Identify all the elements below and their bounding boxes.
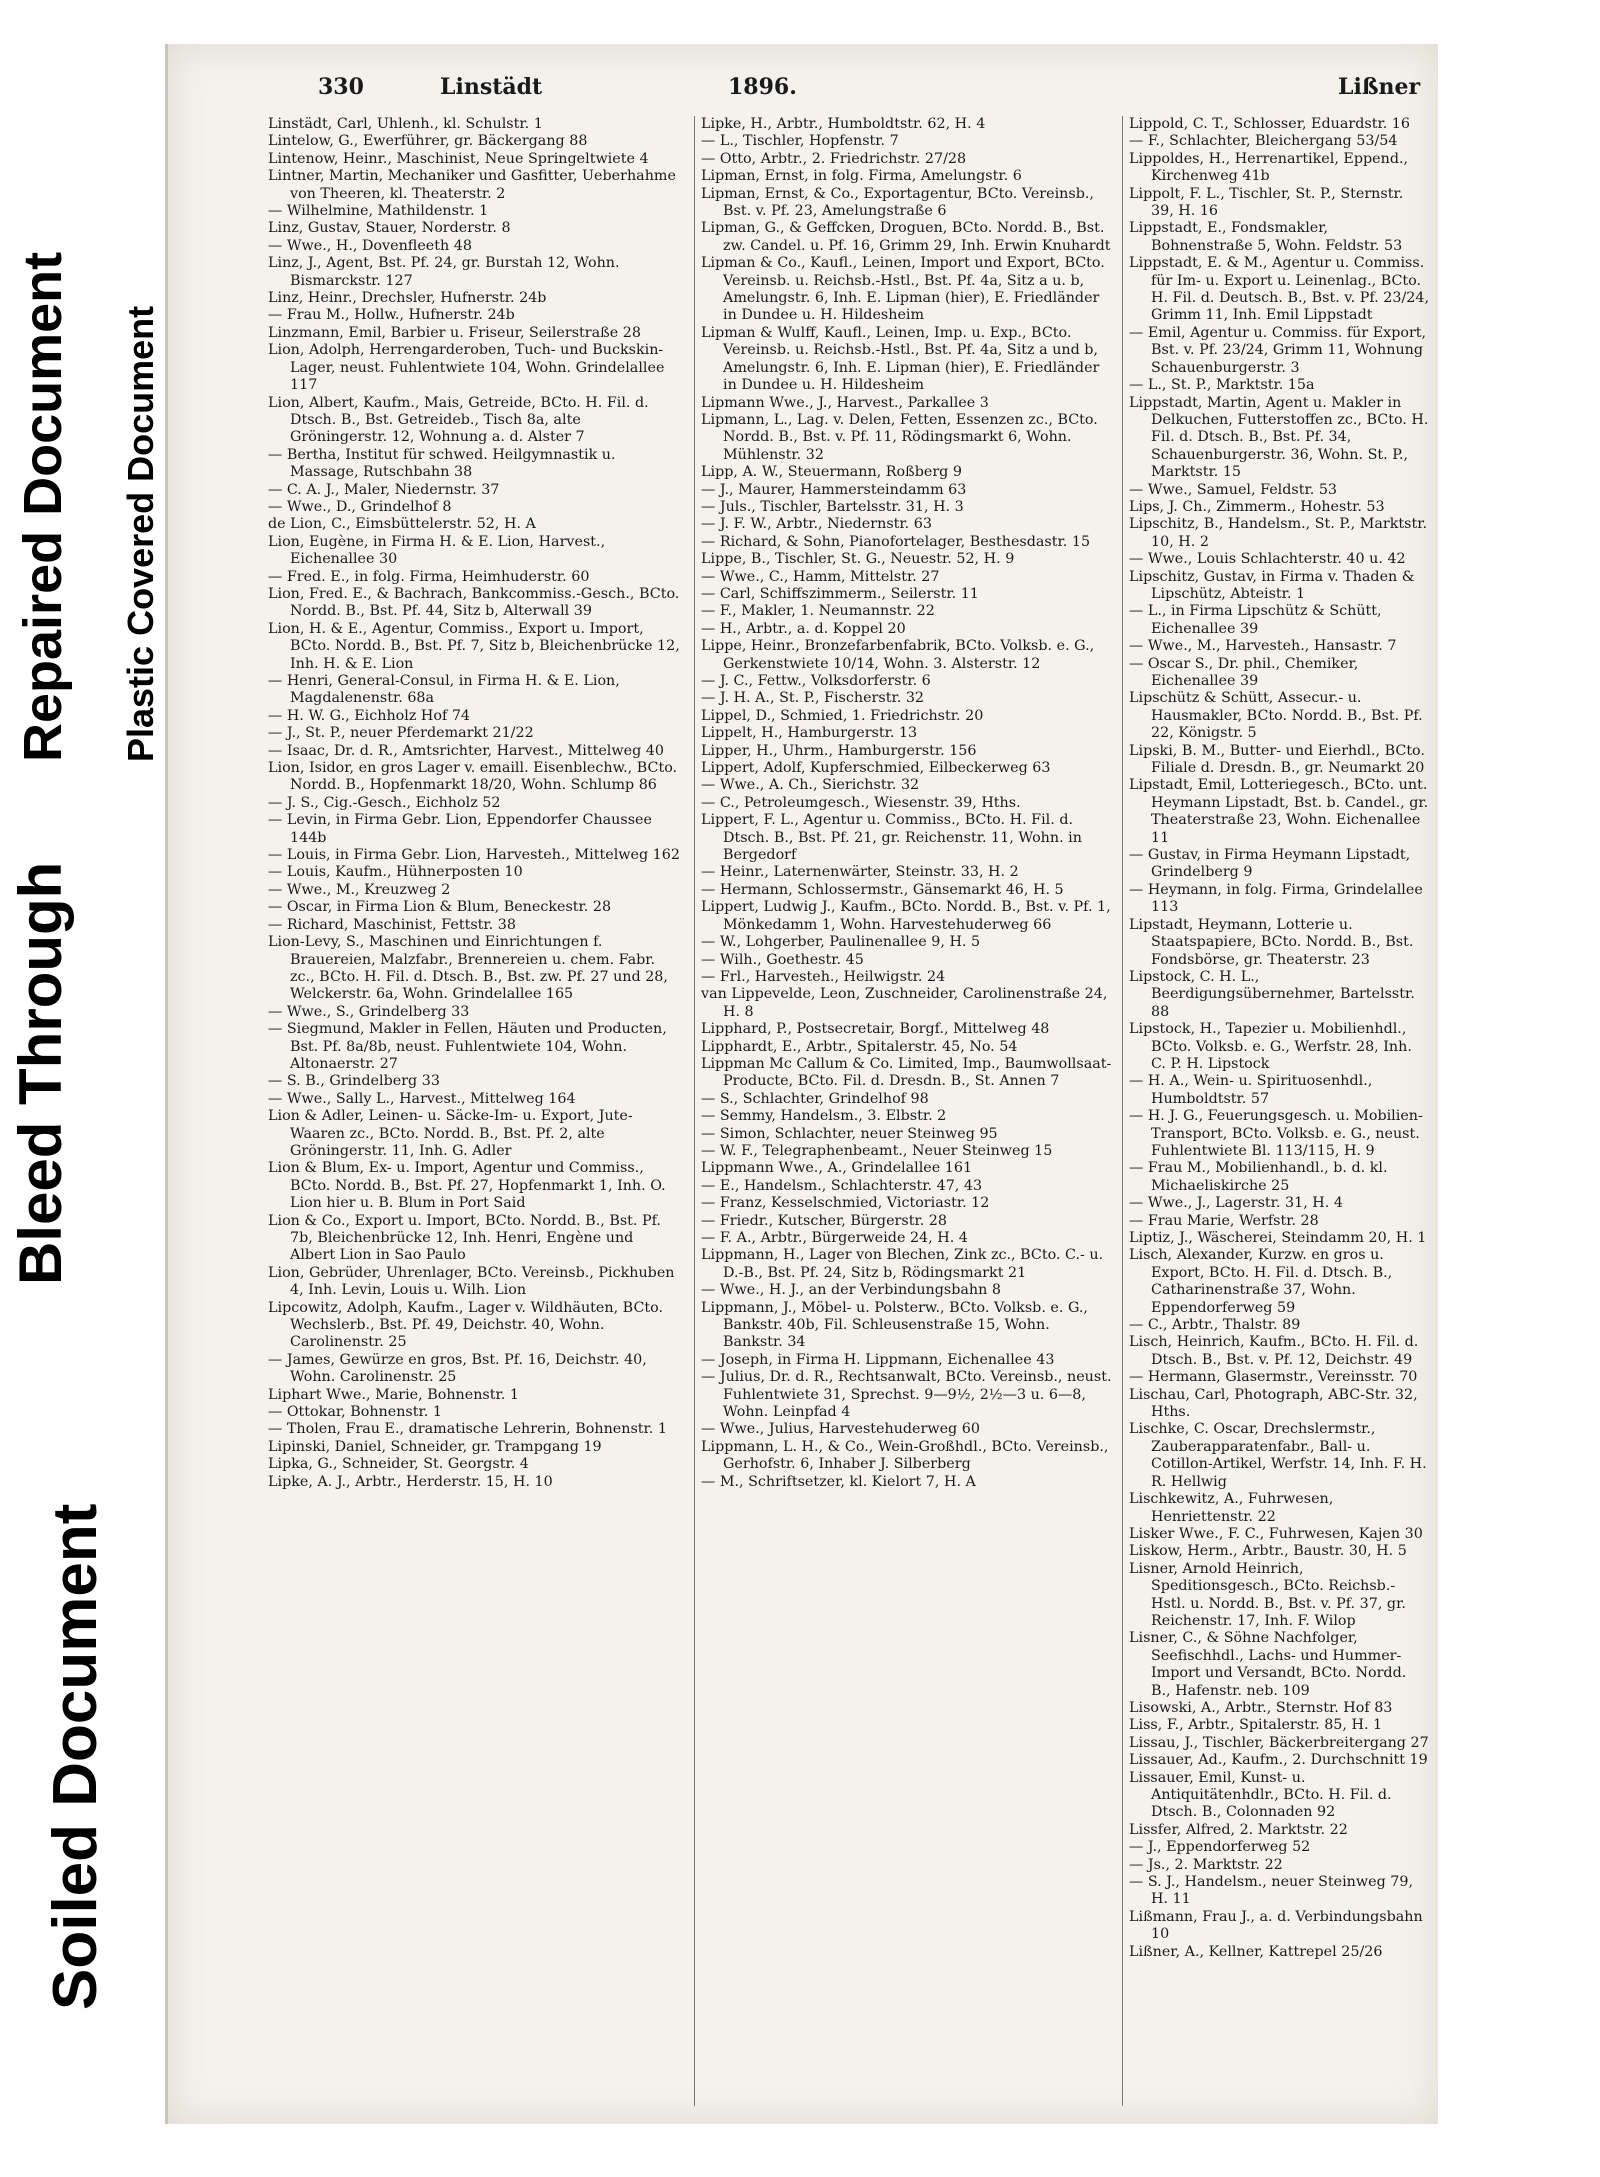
directory-entry: — Wwe., Samuel, Feldstr. 53 bbox=[1129, 481, 1338, 498]
directory-entry: — Julius, Dr. d. R., Rechtsanwalt, BCto. Vereinsb., neust. Fuhlentwiete 31, Sprechst. 9—9½, 2½—3 u. 6—8, Wohn. Leinpfad 4 bbox=[701, 1369, 1112, 1421]
directory-entry: — Frau M., Mobilienhandl., b. d. kl. Michaeliskirche 25 bbox=[1129, 1160, 1388, 1194]
directory-entry: — C., Petroleumgesch., Wiesenstr. 39, Hths. bbox=[701, 794, 1021, 811]
directory-entry: — James, Gewürze en gros, Bst. Pf. 16, Deichstr. 40, Wohn. Carolinenstr. 25 bbox=[268, 1351, 647, 1386]
directory-entry: Lion, H. & E., Agentur, Commiss., Export u. Import, BCto. Nordd. B., Bst. Pf. 7, Sitz b, Bleichenbrücke 12, Inh. H. & E. Lion bbox=[268, 620, 680, 672]
directory-entry: — J. S., Cig.-Gesch., Eichholz 52 bbox=[268, 794, 501, 811]
directory-entry: Lischau, Carl, Photograph, ABC-Str. 32, Hths. bbox=[1129, 1386, 1418, 1421]
directory-entry: Lion, Albert, Kaufm., Mais, Getreide, BCto. H. Fil. d. Dtsch. B., Bst. Getreideb., Tisch 8a, alte Gröningerstr. 12, Wohnung a. d. Alster 7 bbox=[268, 394, 649, 446]
directory-entry: — Levin, in Firma Gebr. Lion, Eppendorfer Chaussee 144b bbox=[268, 812, 652, 846]
directory-entry: Lischkewitz, A., Fuhrwesen, Henriettenstr. 22 bbox=[1129, 1491, 1334, 1525]
directory-entry: Lisch, Alexander, Kurzw. en gros u. Export, BCto. H. Fil. d. Dtsch. B., Catharinenstraße 37, Wohn. Eppendorferweg 59 bbox=[1129, 1247, 1393, 1316]
directory-entry: Lippe, B., Tischler, St. G., Neuestr. 52, H. 9 bbox=[701, 551, 1015, 568]
label-plastic-covered-document: Plastic Covered Document bbox=[120, 305, 161, 762]
directory-entry: — H., Arbtr., a. d. Koppel 20 bbox=[701, 620, 906, 637]
directory-entry: Lisner, Arnold Heinrich, Speditionsgesch., BCto. Reichsb.-Hstl. u. Nordd. B., Bst. v. Pf. 37, gr. Reichenstr. 17, Inh. F. Wilop bbox=[1129, 1560, 1406, 1629]
label-soiled-document: Soiled Document bbox=[41, 1503, 110, 2010]
directory-entry: — S., Schlachter, Grindelhof 98 bbox=[701, 1090, 929, 1107]
directory-entry: — Wwe., D., Grindelhof 8 bbox=[268, 498, 452, 515]
directory-entry: — Frau Marie, Werfstr. 28 bbox=[1129, 1212, 1319, 1229]
directory-entry: — Wwe., C., Hamm, Mittelstr. 27 bbox=[701, 568, 940, 585]
directory-entry: Lipka, G., Schneider, St. Georgstr. 4 bbox=[268, 1456, 529, 1473]
page-number: 330 bbox=[318, 74, 364, 100]
side-label-strip bbox=[0, 0, 165, 2177]
directory-entry: — S. J., Handelsm., neuer Steinweg 79, H. 11 bbox=[1129, 1874, 1414, 1908]
directory-entry: Liskow, Herm., Arbtr., Baustr. 30, H. 5 bbox=[1129, 1543, 1407, 1560]
directory-entry: Lippmann, L. H., & Co., Wein-Großhdl., BCto. Vereinsb., Gerhofstr. 6, Inhaber J. Silberberg bbox=[701, 1438, 1109, 1473]
directory-entry: Lipman & Co., Kaufl., Leinen, Import und Export, BCto. Vereinsb. u. Reichsb.-Hstl., Bst. Pf. 4a, Sitz a u. b, Amelungstr. 6, Inh. E. Lipman (hier), E. Friedländer in Dundee u. H. Hildesheim bbox=[701, 255, 1105, 324]
directory-entry: de Lion, C., Eimsbüttelerstr. 52, H. A bbox=[268, 516, 536, 533]
directory-entry: — Otto, Arbtr., 2. Friedrichstr. 27/28 bbox=[701, 150, 967, 167]
directory-entry: — Franz, Kesselschmied, Victoriastr. 12 bbox=[701, 1195, 990, 1212]
directory-entry: — J., St. P., neuer Pferdemarkt 21/22 bbox=[268, 725, 534, 742]
directory-entry: Lipstadt, Emil, Lotteriegesch., BCto. unt. Heymann Lipstadt, Bst. b. Candel., gr. Theaterstraße 23, Wohn. Eichenallee 11 bbox=[1129, 777, 1429, 846]
directory-entry: Lipschitz, B., Handelsm., St. P., Marktstr. 10, H. 2 bbox=[1129, 516, 1428, 550]
directory-entry: — E., Handelsm., Schlachterstr. 47, 43 bbox=[701, 1177, 983, 1194]
directory-entry: — Simon, Schlachter, neuer Steinweg 95 bbox=[701, 1125, 998, 1142]
column-3 bbox=[1122, 116, 1429, 2106]
directory-entry: — Wwe., A. Ch., Sierichstr. 32 bbox=[701, 777, 920, 794]
directory-entry: — Louis, Kaufm., Hühnerposten 10 bbox=[268, 864, 523, 881]
directory-entry: Liptiz, J., Wäscherei, Steindamm 20, H. 1 bbox=[1129, 1230, 1427, 1246]
directory-entry: Lipphardt, E., Arbtr., Spitalerstr. 45, No. 54 bbox=[701, 1038, 1018, 1055]
directory-entry: — L., Tischler, Hopfenstr. 7 bbox=[701, 133, 899, 150]
directory-entry: Lion, Gebrüder, Uhrenlager, BCto. Vereinsb., Pickhuben 4, Inh. Levin, Louis u. Wilh. Lion bbox=[268, 1264, 675, 1299]
directory-entry: Lion & Co., Export u. Import, BCto. Nordd. B., Bst. Pf. 7b, Bleichenbrücke 12, Inh. Henri, Engène und Albert Lion in Sao Paulo bbox=[268, 1212, 661, 1264]
directory-entry: Lippman Mc Callum & Co. Limited, Imp., Baumwollsaat-Producte, BCto. Fil. d. Dresdn. B., St. Annen 7 bbox=[701, 1055, 1112, 1090]
directory-entry: Lipcowitz, Adolph, Kaufm., Lager v. Wildhäuten, BCto. Wechslerb., Bst. Pf. 49, Deichstr. 40, Wohn. Carolinenstr. 25 bbox=[268, 1299, 664, 1351]
directory-entry: Lipski, B. M., Butter- und Eierhdl., BCto. Filiale d. Dresdn. B., gr. Neumarkt 20 bbox=[1129, 742, 1425, 777]
directory-entry: — J. H. A., St. P., Fischerstr. 32 bbox=[701, 690, 925, 707]
directory-entry: — Richard, & Sohn, Pianofortelager, Besthesdastr. 15 bbox=[701, 533, 1091, 550]
scanned-page bbox=[165, 44, 1438, 2124]
directory-entry: Lisch, Heinrich, Kaufm., BCto. H. Fil. d. Dtsch. B., Bst. v. Pf. 12, Deichstr. 49 bbox=[1129, 1334, 1419, 1368]
directory-entry: Linz, J., Agent, Bst. Pf. 24, gr. Burstah 12, Wohn. Bismarckstr. 127 bbox=[268, 255, 620, 289]
directory-entry: Lintelow, G., Ewerführer, gr. Bäckergang 88 bbox=[268, 133, 588, 150]
directory-entry: — Wwe., M., Harvesteh., Hansastr. 7 bbox=[1129, 638, 1397, 655]
directory-entry: Lion, Eugène, in Firma H. & E. Lion, Harvest., Eichenallee 30 bbox=[268, 533, 606, 568]
directory-entry: Lips, J. Ch., Zimmerm., Hohestr. 53 bbox=[1129, 498, 1385, 515]
directory-entry: Lippmann, J., Möbel- u. Polsterw., BCto. Volksb. e. G., Bankstr. 40b, Fil. Schleusenstraße 15, Wohn. Bankstr. 34 bbox=[701, 1299, 1088, 1351]
directory-entry: Lipphard, P., Postsecretair, Borgf., Mittelweg 48 bbox=[701, 1021, 1050, 1038]
directory-entry: — F. A., Arbtr., Bürgerweide 24, H. 4 bbox=[701, 1230, 968, 1246]
directory-entry: — Richard, Maschinist, Fettstr. 38 bbox=[268, 916, 516, 933]
directory-entry: Lippstadt, E. & M., Agentur u. Commiss. für Im- u. Export u. Leinenlag., BCto. H. Fil. d. Deutsch. B., Bst. v. Pf. 23/24, Grimm 11, Inh. Emil Lippstadt bbox=[1129, 255, 1429, 324]
directory-entry: Linzmann, Emil, Barbier u. Friseur, Seilerstraße 28 bbox=[268, 324, 641, 341]
directory-entry: — Henri, General-Consul, in Firma H. & E. Lion, Magdalenenstr. 68a bbox=[268, 673, 620, 707]
directory-entry: — Wilhelmine, Mathildenstr. 1 bbox=[268, 203, 489, 220]
directory-entry: Lippstadt, Martin, Agent u. Makler in Delkuchen, Futterstoffen zc., BCto. H. Fil. d. Dtsch. B., Bst. Pf. 34, Schauenburgerstr. 36, Wohn. St. P., Marktstr. 15 bbox=[1129, 394, 1429, 481]
directory-entry: Linz, Gustav, Stauer, Norderstr. 8 bbox=[268, 220, 511, 237]
label-bleed-through: Bleed Through bbox=[7, 861, 74, 1285]
directory-entry: Lipinski, Daniel, Schneider, gr. Trampgang 19 bbox=[268, 1438, 602, 1455]
directory-entry: — Wilh., Goethestr. 45 bbox=[701, 951, 864, 968]
directory-entry: Lippelt, H., Hamburgerstr. 13 bbox=[701, 725, 918, 742]
directory-entry: Lippert, F. L., Agentur u. Commiss., BCto. H. Fil. d. Dtsch. B., Bst. Pf. 21, gr. Reichenstr. 11, Wohn. in Bergedorf bbox=[701, 812, 1082, 864]
directory-entry: Linstädt, Carl, Uhlenh., kl. Schulstr. 1 bbox=[268, 116, 543, 132]
directory-entry: — Wwe., H. J., an der Verbindungsbahn 8 bbox=[701, 1282, 1001, 1299]
directory-entry: — Wwe., Sally L., Harvest., Mittelweg 164 bbox=[268, 1090, 576, 1107]
directory-entry: — Semmy, Handelsm., 3. Elbstr. 2 bbox=[701, 1108, 947, 1125]
directory-entry: Lissfer, Alfred, 2. Marktstr. 22 bbox=[1129, 1821, 1348, 1838]
directory-entry: van Lippevelde, Leon, Zuschneider, Carolinenstraße 24, H. 8 bbox=[701, 986, 1108, 1020]
directory-entry: — Wwe., J., Lagerstr. 31, H. 4 bbox=[1129, 1195, 1343, 1212]
directory-entry: — L., St. P., Marktstr. 15a bbox=[1129, 377, 1315, 394]
directory-entry: — Oscar S., Dr. phil., Chemiker, Eichenallee 39 bbox=[1129, 655, 1359, 689]
directory-entry: — Hermann, Glasermstr., Vereinsstr. 70 bbox=[1129, 1369, 1418, 1386]
directory-entry: Lisowski, A., Arbtr., Sternstr. Hof 83 bbox=[1129, 1699, 1393, 1716]
directory-entry: — H. J. G., Feuerungsgesch. u. Mobilien-Transport, BCto. Volksb. e. G., neust. Fuhlentwiete Bl. 113/115, H. 9 bbox=[1129, 1108, 1423, 1159]
directory-entry: — Friedr., Kutscher, Bürgerstr. 28 bbox=[701, 1212, 947, 1229]
column-1 bbox=[268, 116, 680, 2106]
directory-entry: — Frl., Harvesteh., Heilwigstr. 24 bbox=[701, 968, 946, 985]
directory-entry: — Joseph, in Firma H. Lippmann, Eichenallee 43 bbox=[701, 1351, 1055, 1368]
directory-entry: Lipman, Ernst, in folg. Firma, Amelungstr. 6 bbox=[701, 168, 1022, 185]
directory-entry: Lippold, C. T., Schlosser, Eduardstr. 16 bbox=[1129, 116, 1410, 132]
directory-entry: Lipschütz & Schütt, Assecur.- u. Hausmakler, BCto. Nordd. B., Bst. Pf. 22, Königstr. 5 bbox=[1129, 690, 1423, 742]
directory-entry: — Wwe., Julius, Harvestehuderweg 60 bbox=[701, 1421, 980, 1438]
directory-entry: Lippe, Heinr., Bronzefarbenfabrik, BCto. Volksb. e. G., Gerkenstwiete 10/14, Wohn. 3. Alsterstr. 12 bbox=[701, 638, 1095, 672]
directory-entry: — Wwe., Louis Schlachterstr. 40 u. 42 bbox=[1129, 551, 1406, 568]
directory-entry: — W. F., Telegraphenbeamt., Neuer Steinweg 15 bbox=[701, 1142, 1053, 1159]
directory-entry: Lippolt, F. L., Tischler, St. P., Sternstr. 39, H. 16 bbox=[1129, 185, 1404, 220]
directory-entry: — H. A., Wein- u. Spirituosenhdl., Humboldtstr. 57 bbox=[1129, 1073, 1373, 1107]
directory-entry: Lipmann, L., Lag. v. Delen, Fetten, Essenzen zc., BCto. Nordd. B., Bst. v. Pf. 11, Rödingsmarkt 6, Wohn. Mühlenstr. 32 bbox=[701, 411, 1098, 463]
directory-entry: Lion & Blum, Ex- u. Import, Agentur und Commiss., BCto. Nordd. B., Bst. Pf. 27, Hopfenmarkt 1, Inh. O. Lion hier u. B. Blum in Port Said bbox=[268, 1160, 666, 1212]
directory-entry: — F., Makler, 1. Neumannstr. 22 bbox=[701, 603, 935, 620]
directory-entry: Liss, F., Arbtr., Spitalerstr. 85, H. 1 bbox=[1129, 1717, 1383, 1734]
directory-entry: — Wwe., M., Kreuzweg 2 bbox=[268, 881, 451, 898]
directory-entry: — Fred. E., in folg. Firma, Heimhuderstr. 60 bbox=[268, 568, 590, 585]
directory-entry: — Bertha, Institut für schwed. Heilgymnastik u. Massage, Rutschbahn 38 bbox=[268, 446, 616, 481]
directory-entry: — Heymann, in folg. Firma, Grindelallee 113 bbox=[1129, 881, 1423, 916]
directory-entry: Lisker Wwe., F. C., Fuhrwesen, Kajen 30 bbox=[1129, 1525, 1423, 1542]
header-last-entry: Lißner bbox=[1338, 74, 1421, 100]
directory-entry: — J. F. W., Arbtr., Niedernstr. 63 bbox=[701, 516, 932, 533]
directory-entry: Lion & Adler, Leinen- u. Säcke-Im- u. Export, Jute-Waaren zc., BCto. Nordd. B., Bst. Pf. 2, alte Gröningerstr. 11, Inh. G. Adler bbox=[268, 1108, 633, 1159]
directory-entry: — W., Lohgerber, Paulinenallee 9, H. 5 bbox=[701, 934, 981, 951]
directory-entry: — Frau M., Hollw., Hufnerstr. 24b bbox=[268, 307, 515, 324]
directory-entry: — F., Schlachter, Bleichergang 53/54 bbox=[1129, 133, 1398, 150]
directory-entry: — Hermann, Schlossermstr., Gänsemarkt 46, H. 5 bbox=[701, 881, 1064, 898]
directory-entry: — Wwe., H., Dovenfleeth 48 bbox=[268, 237, 472, 254]
directory-entry: Lipman, Ernst, & Co., Exportagentur, BCto. Vereinsb., Bst. v. Pf. 23, Amelungstraße 6 bbox=[701, 185, 1094, 220]
directory-entry: — Ottokar, Bohnenstr. 1 bbox=[268, 1404, 442, 1421]
directory-entry: Lipman & Wulff, Kaufl., Leinen, Imp. u. Exp., BCto. Vereinsb. u. Reichsb.-Hstl., Bst. Pf. 4a, Sitz a und b, Amelungstr. 6, Inh. E. Lipman (hier), E. Friedländer in Dundee u. H. Hildesheim bbox=[701, 324, 1100, 394]
directory-entry: — J., Maurer, Hammersteindamm 63 bbox=[701, 481, 967, 498]
directory-entry: Lintenow, Heinr., Maschinist, Neue Springeltwiete 4 bbox=[268, 150, 649, 167]
directory-entry: Lipmann Wwe., J., Harvest., Parkallee 3 bbox=[701, 394, 989, 411]
directory-entry: Lisner, C., & Söhne Nachfolger, Seefischhdl., Lachs- und Hummer-Import und Versandt, BCto. Nordd. B., Hafenstr. neb. 109 bbox=[1129, 1630, 1407, 1699]
directory-entry: — J., Eppendorferweg 52 bbox=[1129, 1839, 1311, 1856]
directory-entry: — Js., 2. Marktstr. 22 bbox=[1129, 1856, 1283, 1873]
directory-entry: — Carl, Schiffszimmerm., Seilerstr. 11 bbox=[701, 585, 979, 602]
directory-entry: Lippoldes, H., Herrenartikel, Eppend., Kirchenweg 41b bbox=[1129, 150, 1409, 185]
directory-entry: — Louis, in Firma Gebr. Lion, Harvesteh., Mittelweg 162 bbox=[268, 847, 680, 864]
directory-entry: Lipper, H., Uhrm., Hamburgerstr. 156 bbox=[701, 742, 977, 759]
directory-entry: Lipke, A. J., Arbtr., Herderstr. 15, H. 10 bbox=[268, 1473, 553, 1490]
directory-entry: Lipstock, H., Tapezier u. Mobilienhdl., BCto. Volksb. e. G., Werfstr. 28, Inh. C. P. H. Lipstock bbox=[1129, 1021, 1412, 1072]
directory-entry: Lippstadt, E., Fondsmakler, Bohnenstraße 5, Wohn. Feldstr. 53 bbox=[1129, 220, 1403, 254]
directory-entry: Lischke, C. Oscar, Drechslermstr., Zauberapparatenfabr., Ball- u. Cotillon-Artikel, Werfstr. 14, Inh. F. H. R. Hellwig bbox=[1129, 1421, 1427, 1490]
directory-entry: Lippert, Adolf, Kupferschmied, Eilbeckerweg 63 bbox=[701, 760, 1051, 777]
directory-entry: — Tholen, Frau E., dramatische Lehrerin, Bohnenstr. 1 bbox=[268, 1421, 667, 1438]
header-year: 1896. bbox=[728, 74, 797, 100]
directory-entry: — Juls., Tischler, Bartelsstr. 31, H. 3 bbox=[701, 498, 964, 515]
directory-entry: Lissauer, Ad., Kaufm., 2. Durchschnitt 19 bbox=[1129, 1752, 1428, 1769]
page-header bbox=[168, 74, 1438, 110]
directory-entry: Lion-Levy, S., Maschinen und Einrichtungen f. Brauereien, Malzfabr., Brennereien u. chem. Fabr. zc., BCto. H. Fil. d. Dtsch. B., Bst. zw. Pf. 27 und 28, Welckerstr. 6a, Wohn. Grindelallee 165 bbox=[268, 934, 668, 1003]
directory-entry: — Siegmund, Makler in Fellen, Häuten und Producten, Bst. Pf. 8a/8b, neust. Fuhlentwiete 104, Wohn. Altonaerstr. 27 bbox=[268, 1021, 667, 1072]
directory-entry: — C. A. J., Maler, Niedernstr. 37 bbox=[268, 481, 500, 498]
directory-entry: Lipstadt, Heymann, Lotterie u. Staatspapiere, BCto. Nordd. B., Bst. Fondsbörse, gr. Theaterstr. 23 bbox=[1129, 916, 1414, 968]
directory-entry: Lißmann, Frau J., a. d. Verbindungsbahn 10 bbox=[1129, 1908, 1423, 1943]
directory-entry: — Wwe., S., Grindelberg 33 bbox=[268, 1003, 470, 1020]
directory-entry: — C., Arbtr., Thalstr. 89 bbox=[1129, 1317, 1301, 1334]
directory-entry: Lippmann Wwe., A., Grindelallee 161 bbox=[701, 1160, 973, 1177]
directory-entry: Lipman, G., & Geffcken, Droguen, BCto. Nordd. B., Bst. zw. Candel. u. Pf. 16, Grimm 29, Inh. Erwin Knuhardt bbox=[701, 220, 1111, 254]
directory-entry: Linz, Heinr., Drechsler, Hufnerstr. 24b bbox=[268, 290, 547, 307]
directory-entry: — Gustav, in Firma Heymann Lipstadt, Grindelberg 9 bbox=[1129, 847, 1411, 881]
directory-entry: Lion, Adolph, Herrengarderoben, Tuch- und Buckskin-Lager, neust. Fuhlentwiete 104, Wohn. Grindelallee 117 bbox=[268, 342, 665, 394]
directory-entry: Lissau, J., Tischler, Bäckerbreitergang 27 bbox=[1129, 1734, 1429, 1751]
header-first-entry: Linstädt bbox=[440, 74, 543, 100]
column-2 bbox=[694, 116, 1113, 2106]
directory-entry: — M., Schriftsetzer, kl. Kielort 7, H. A bbox=[701, 1473, 976, 1490]
directory-entry: — L., in Firma Lipschütz & Schütt, Eichenallee 39 bbox=[1129, 603, 1382, 637]
directory-entry: — Emil, Agentur u. Commiss. für Export, Bst. v. Pf. 23/24, Grimm 11, Wohnung Schauenburgerstr. 3 bbox=[1129, 324, 1427, 376]
directory-entry: — Isaac, Dr. d. R., Amtsrichter, Harvest., Mittelweg 40 bbox=[268, 742, 664, 759]
directory-entry: Lipstock, C. H. L., Beerdigungsübernehmer, Bartelsstr. 88 bbox=[1129, 968, 1415, 1020]
directory-entry: Lipschitz, Gustav, in Firma v. Thaden & Lipschütz, Abteistr. 1 bbox=[1129, 568, 1415, 602]
directory-entry: — H. W. G., Eichholz Hof 74 bbox=[268, 707, 471, 724]
directory-entry: — J. C., Fettw., Volksdorferstr. 6 bbox=[701, 673, 931, 689]
directory-entry: Lippert, Ludwig J., Kaufm., BCto. Nordd. B., Bst. v. Pf. 1, Mönkedamm 1, Wohn. Harvestehuderweg 66 bbox=[701, 899, 1111, 933]
directory-entry: — S. B., Grindelberg 33 bbox=[268, 1073, 440, 1090]
directory-entry: Lipp, A. W., Steuermann, Roßberg 9 bbox=[701, 464, 962, 481]
directory-entry: Liphart Wwe., Marie, Bohnenstr. 1 bbox=[268, 1386, 519, 1403]
directory-entry: Lippmann, H., Lager von Blechen, Zink zc., BCto. C.- u. D.-B., Bst. Pf. 24, Sitz b, Rödingsmarkt 21 bbox=[701, 1247, 1104, 1281]
directory-entry: Lintner, Martin, Mechaniker und Gasfitter, Ueberhahme von Theeren, kl. Theaterstr. 2 bbox=[268, 168, 676, 202]
directory-entry: Lipke, H., Arbtr., Humboldtstr. 62, H. 4 bbox=[701, 116, 986, 132]
directory-entry: Lißner, A., Kellner, Kattrepel 25/26 bbox=[1129, 1943, 1383, 1960]
directory-entry: — Heinr., Laternenwärter, Steinstr. 33, H. 2 bbox=[701, 864, 1019, 881]
directory-entry: Lion, Fred. E., & Bachrach, Bankcommiss.-Gesch., BCto. Nordd. B., Bst. Pf. 44, Sitz b, Alterwall 39 bbox=[268, 585, 680, 620]
directory-entry: Lippel, D., Schmied, 1. Friedrichstr. 20 bbox=[701, 707, 984, 724]
label-repaired-document: Repaired Document bbox=[13, 251, 73, 762]
directory-entry: — Oscar, in Firma Lion & Blum, Beneckestr. 28 bbox=[268, 899, 612, 916]
directory-entry: Lion, Isidor, en gros Lager v. emaill. Eisenblechw., BCto. Nordd. B., Hopfenmarkt 18/20, Wohn. Schlump 86 bbox=[268, 760, 678, 794]
directory-entry: Lissauer, Emil, Kunst- u. Antiquitätenhdlr., BCto. H. Fil. d. Dtsch. B., Colonnaden 92 bbox=[1129, 1769, 1392, 1821]
